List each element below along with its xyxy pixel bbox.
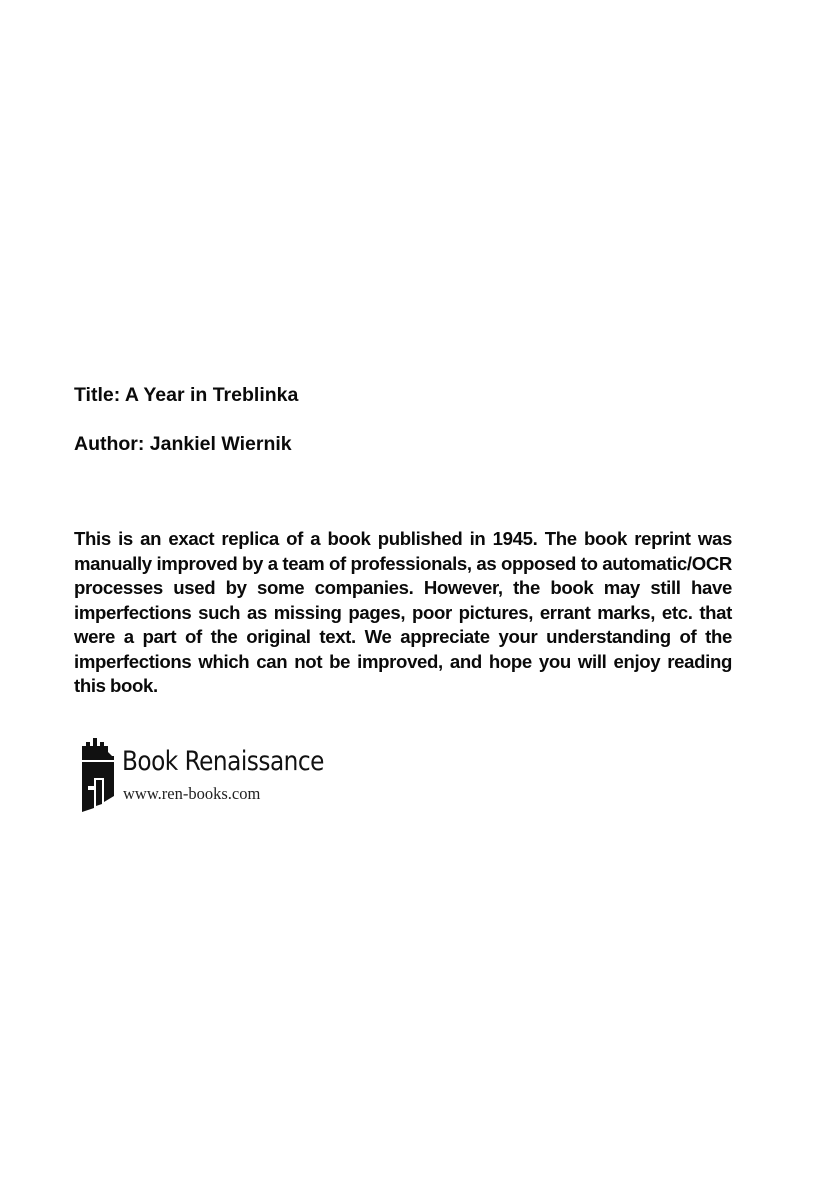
replica-notice: This is an exact replica of a book published in 1945. The book reprint was manually improved by a team of professionals, as opposed to automatic/OCR processes used by some companies. However, the book may still have imperfections such as missing pages, poor pictures, errant marks, etc. that were a part of the original text. We appreciate your understanding of the imperfections which can not be improved, and hope you will enjoy reading this book. [74, 528, 732, 696]
publisher-url: www.ren-books.com [123, 784, 261, 803]
publisher-block [80, 738, 360, 818]
book-title-line: Title: A Year in Treblinka [74, 384, 299, 406]
book-author-line: Author: Jankiel Wiernik [74, 433, 292, 455]
tower-book-icon [80, 738, 116, 812]
publisher-name: Book Renaissance [122, 746, 324, 777]
